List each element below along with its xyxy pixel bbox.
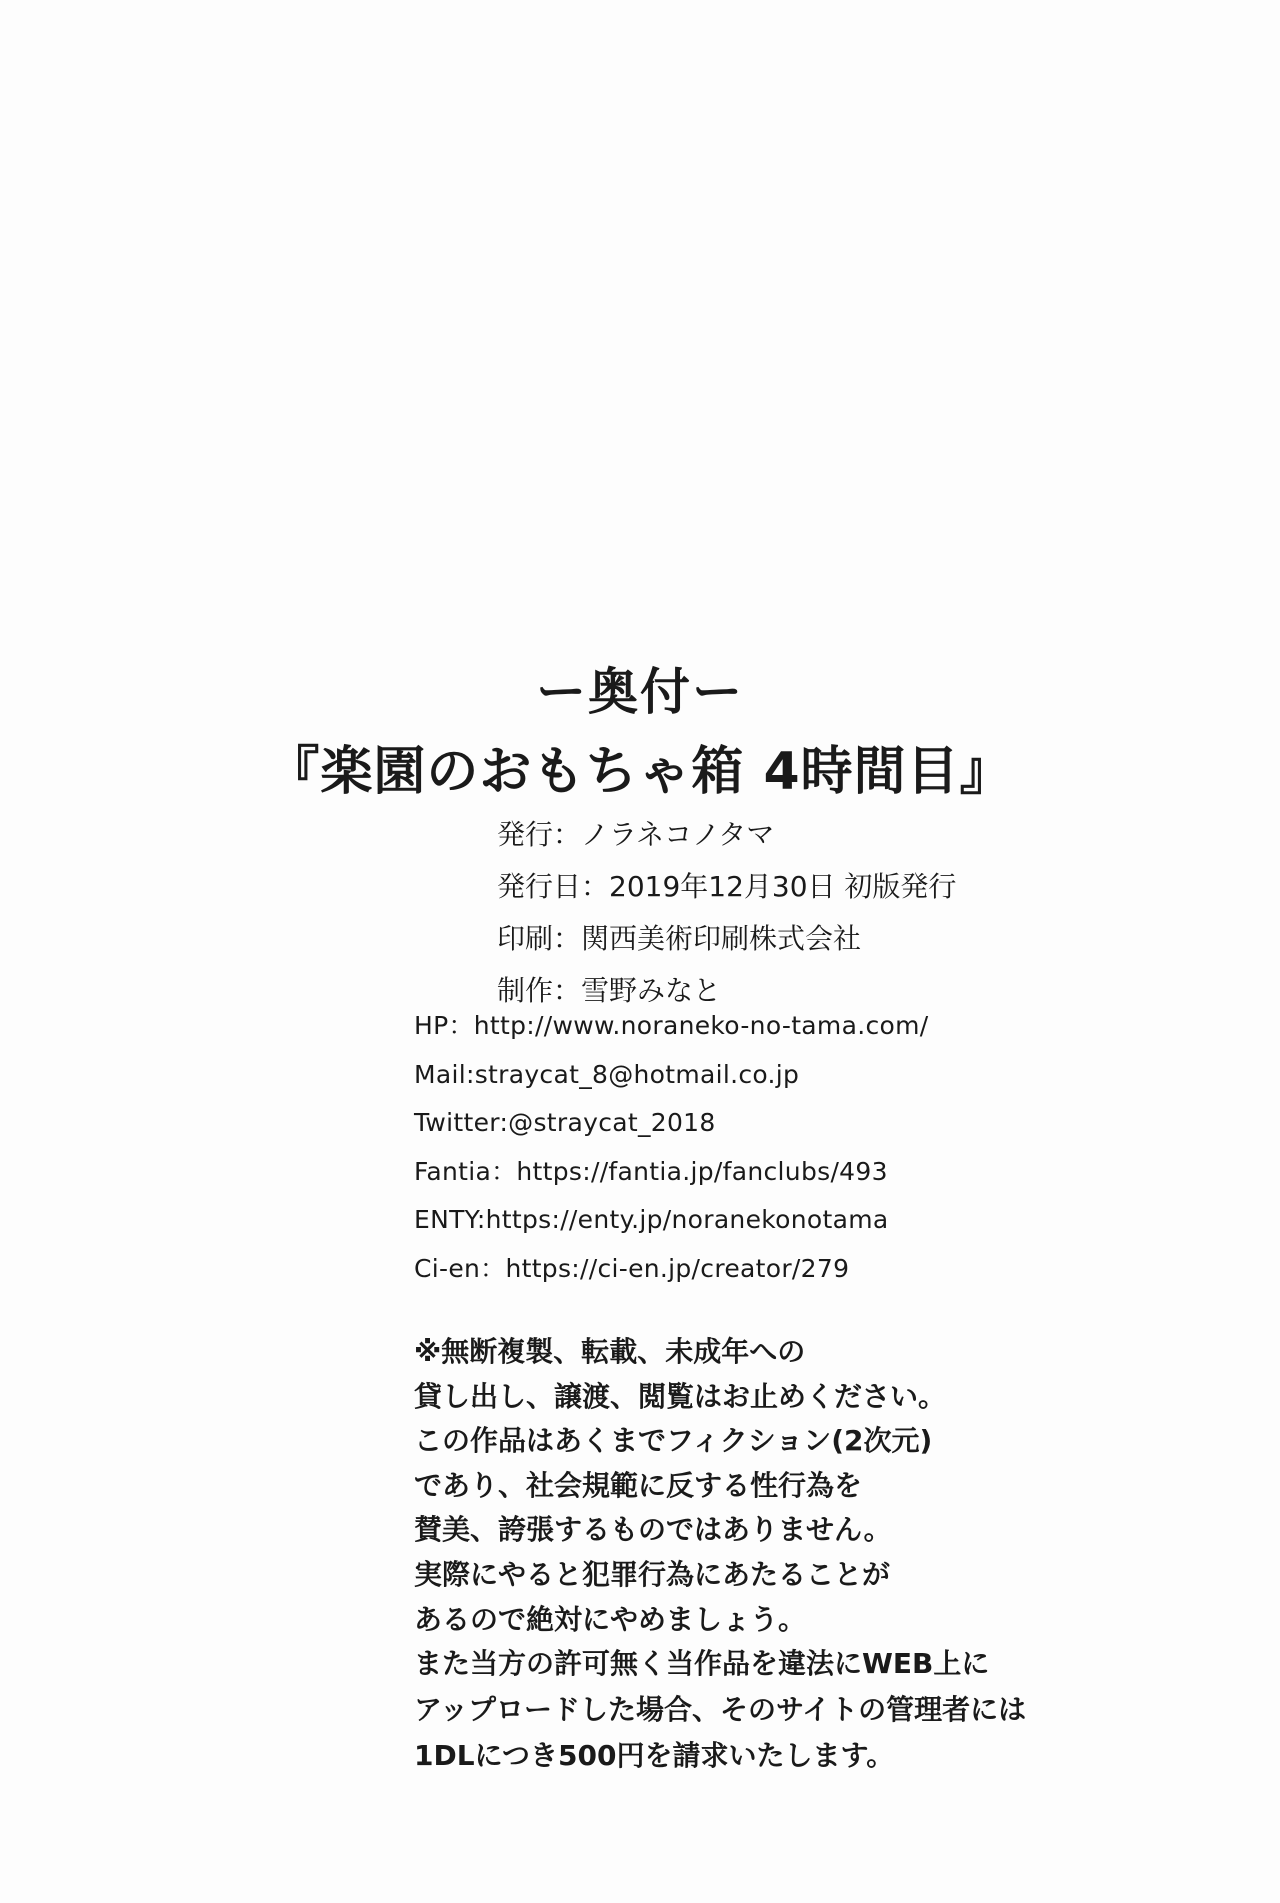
legal-notice bbox=[414, 1332, 1026, 1782]
notice-line: であり、社会規範に反する性行為を bbox=[414, 1468, 863, 1502]
notice-line: 1DLにつき500円を請求いたします。 bbox=[414, 1739, 895, 1773]
credits-list bbox=[497, 815, 956, 1023]
notice-line: 賛美、誇張するものではありません。 bbox=[414, 1513, 892, 1547]
link-homepage: HP：http://www.noraneko-no-tama.com/ bbox=[414, 1011, 929, 1040]
notice-line: 貸し出し、譲渡、閲覧はお止めください。 bbox=[414, 1379, 947, 1413]
notice-line: アップロードした場合、そのサイトの管理者には bbox=[414, 1693, 1027, 1727]
notice-line: 実際にやると犯罪行為にあたることが bbox=[414, 1557, 891, 1591]
notice-line: また当方の許可無く当作品を違法にWEB上に bbox=[414, 1647, 990, 1681]
credit-author: 制作：雪野みなと bbox=[497, 974, 722, 1007]
contact-links bbox=[414, 1008, 928, 1299]
credit-publish-date: 発行日：2019年12月30日 初版発行 bbox=[497, 870, 957, 903]
link-fantia: Fantia：https://fantia.jp/fanclubs/493 bbox=[414, 1156, 888, 1186]
link-enty: ENTY:https://enty.jp/noranekonotama bbox=[414, 1205, 889, 1234]
credit-printer: 印刷：関西美術印刷株式会社 bbox=[497, 922, 862, 955]
credit-publisher: 発行：ノラネコノタマ bbox=[497, 818, 775, 851]
notice-line: あるので絶対にやめましょう。 bbox=[414, 1602, 807, 1636]
notice-line: この作品はあくまでフィクション(2次元) bbox=[414, 1424, 933, 1458]
link-twitter: Twitter:@straycat_2018 bbox=[414, 1108, 716, 1137]
link-mail: Mail:straycat_8@hotmail.co.jp bbox=[414, 1059, 800, 1089]
link-ci-en: Ci-en：https://ci-en.jp/creator/279 bbox=[414, 1253, 850, 1283]
notice-line: ※無断複製、転載、未成年への bbox=[414, 1335, 806, 1368]
book-title: 『楽園のおもちゃ箱 4時間目』 bbox=[267, 742, 1013, 802]
colophon-heading: ー奥付ー bbox=[536, 663, 744, 721]
